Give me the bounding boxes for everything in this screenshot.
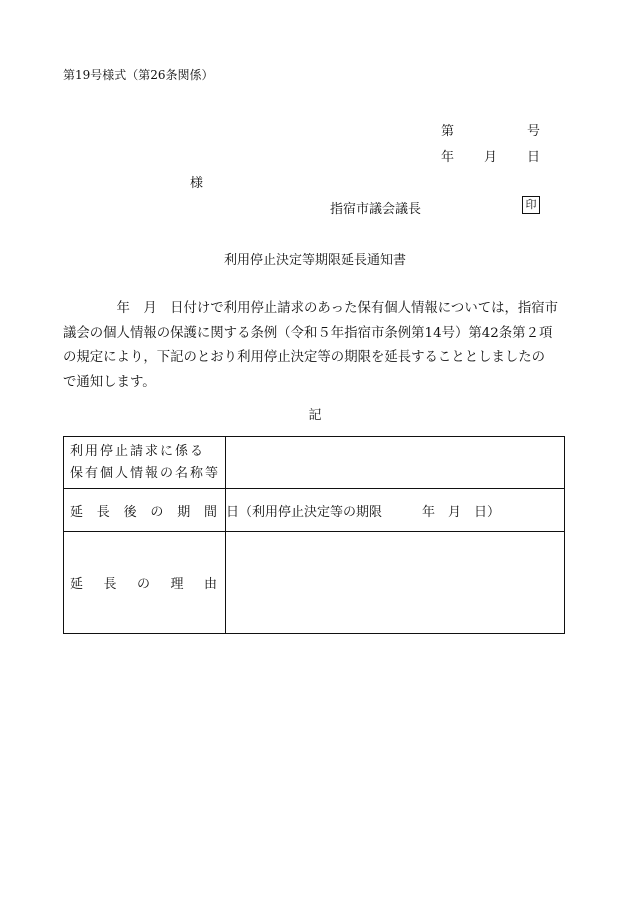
document-title: 利用停止決定等期限延長通知書 [223, 253, 406, 268]
addressee-suffix: 様 [190, 176, 204, 191]
row-reason-label [64, 532, 226, 634]
row-period-char: 長 [96, 504, 110, 520]
row-period-value[interactable] [226, 489, 565, 532]
sender-name: 指宿市議会議長 [330, 202, 422, 217]
table-row-name [64, 437, 565, 489]
date-day: 日 [527, 150, 541, 165]
table-row-reason [64, 532, 565, 634]
row-period-char: の [150, 504, 164, 520]
row-reason-char: 延 [70, 577, 84, 592]
row-period-label-text [70, 501, 225, 520]
document-number-prefix: 第 [441, 124, 455, 139]
row-period-char: 後 [123, 504, 137, 520]
row-reason-value[interactable] [226, 532, 565, 634]
row-name-label-line-1: 利用停止請求に係る [70, 443, 206, 459]
row-reason-char: 由 [203, 577, 217, 592]
body-line-3: の規定により，下記のとおり利用停止決定等の期限を延長することとしましたの [63, 350, 546, 365]
body-line-1: 年 月 日付けで利用停止請求のあった保有個人情報については，指宿市 [63, 301, 559, 316]
period-deadline-date: 年 月 日） [422, 504, 501, 520]
row-period-label [64, 489, 226, 532]
row-reason-char: 理 [170, 577, 184, 592]
row-name-value[interactable] [226, 437, 565, 489]
row-period-char: 延 [70, 504, 84, 520]
detail-table [63, 436, 565, 634]
ki-heading: 記 [308, 408, 322, 423]
body-line-2: 議会の個人情報の保護に関する条例（令和５年指宿市条例第14号）第42条第２項 [63, 325, 553, 341]
date-month: 月 [484, 150, 498, 165]
form-number: 第19号様式（第26条関係） [63, 68, 214, 82]
date-year: 年 [441, 150, 455, 165]
row-reason-label-text [70, 573, 225, 592]
row-name-label-line-2: 保有個人情報の名称等 [70, 465, 221, 481]
row-reason-char: の [136, 577, 150, 592]
body-line-4: で通知します。 [63, 374, 156, 390]
row-period-char: 間 [203, 504, 217, 520]
row-period-char: 期 [177, 504, 191, 520]
seal-mark: 印 [522, 196, 540, 214]
table-row-period [64, 489, 565, 532]
period-day-text: 日（利用停止決定等の期限 [226, 504, 383, 520]
document-number-suffix: 号 [527, 124, 541, 139]
row-name-label [64, 437, 226, 489]
body-text [63, 297, 579, 395]
row-reason-char: 長 [103, 577, 117, 592]
